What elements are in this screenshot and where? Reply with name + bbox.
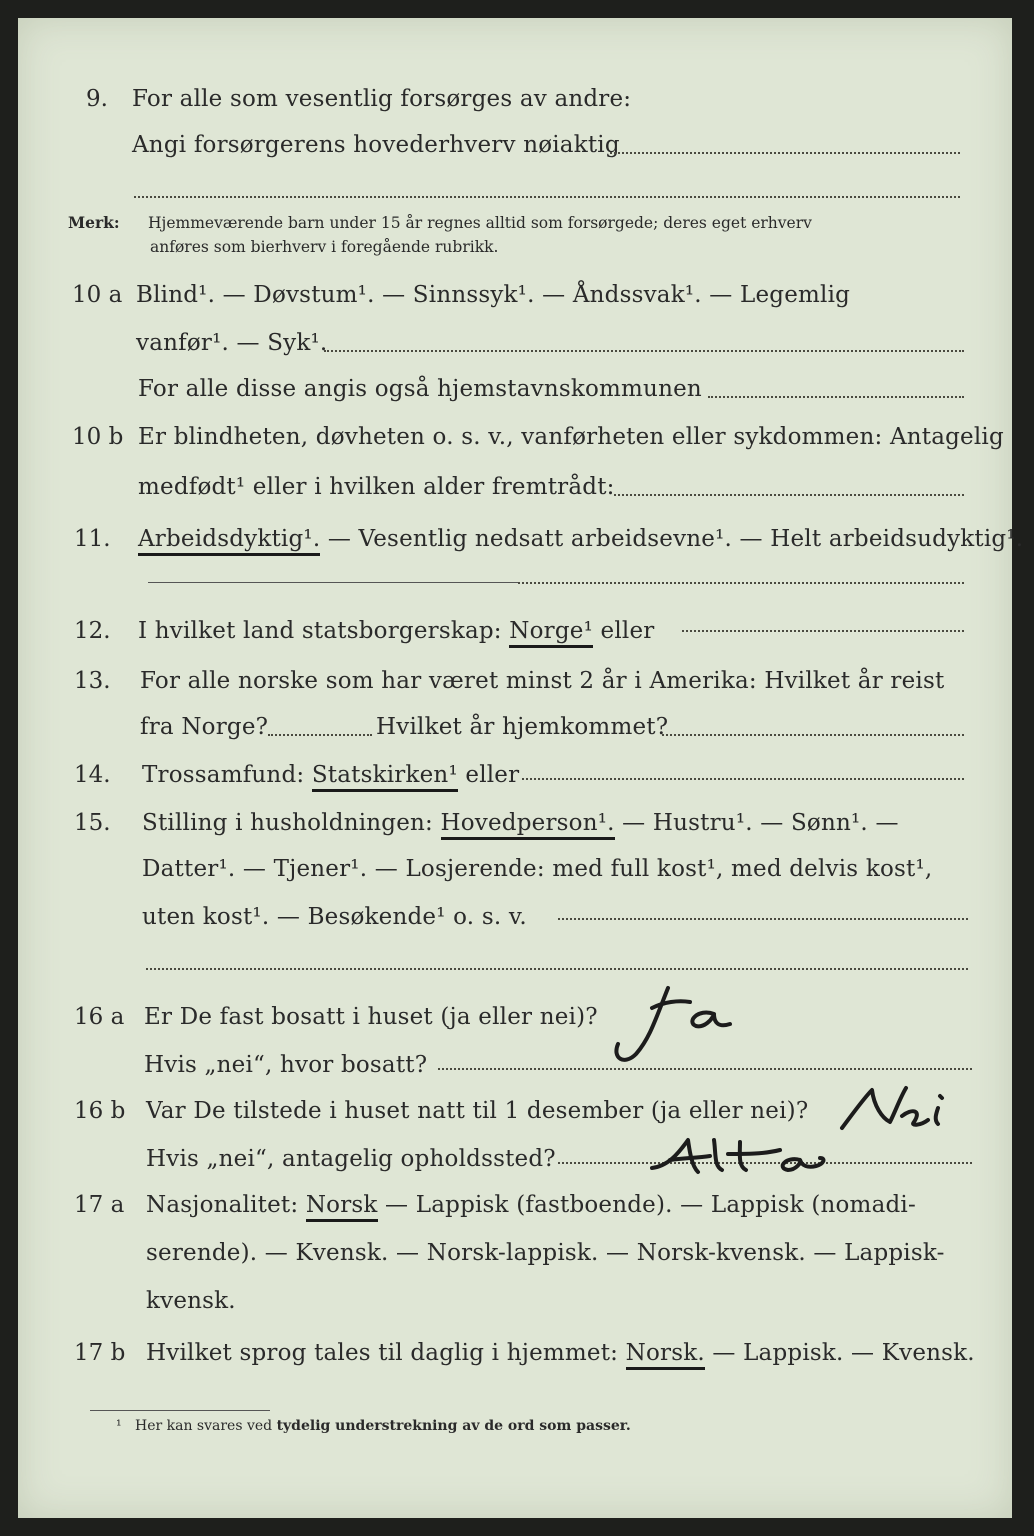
q10b-line2: medfødt¹ eller i hvilken alder fremtrådt: — [138, 474, 615, 500]
selected-option: Statskirken¹ — [312, 762, 458, 792]
selected-option: Norsk. — [626, 1340, 705, 1370]
answer-line — [558, 918, 968, 920]
handwritten-answer-alta — [648, 1132, 868, 1192]
footnote-divider — [90, 1410, 270, 1411]
footnote: ¹ Her kan svares ved tydelig understrekning av de ord som passer. — [116, 1418, 631, 1434]
answer-line — [682, 630, 964, 632]
q15-line2: Datter¹. — Tjener¹. — Losjerende: med full kost¹, med delvis kost¹, — [142, 856, 933, 882]
question-number: 16 b — [74, 1098, 126, 1124]
q16a-line2: Hvis „nei“, hvor bosatt? — [144, 1052, 428, 1078]
selected-option: Arbeidsdyktig¹. — [138, 526, 320, 556]
q17a-line1: Nasjonalitet: Norsk — Lappisk (fastboende). — Lappisk (nomadi- — [146, 1190, 916, 1220]
question-number: 14. — [74, 762, 111, 788]
answer-line — [134, 196, 960, 198]
answer-line — [146, 968, 968, 970]
answer-line — [518, 582, 964, 584]
q13-line2a: fra Norge? — [140, 714, 269, 740]
q10a-line1: Blind¹. — Døvstum¹. — Sinnssyk¹. — Åndssvak¹. — Legemlig — [136, 282, 851, 308]
note-line1: Hjemmeværende barn under 15 år regnes alltid som forsørgede; deres eget erhverv — [148, 214, 812, 232]
answer-line — [708, 396, 964, 398]
question-number: 12. — [74, 618, 111, 644]
q14-line: Trossamfund: Statskirken¹ eller — [142, 760, 519, 790]
question-number: 16 a — [74, 1004, 125, 1030]
q9-line1: For alle som vesentlig forsørges av andre: — [132, 86, 632, 112]
handwritten-answer-ja — [606, 978, 746, 1068]
q11-line: Arbeidsdyktig¹. — Vesentlig nedsatt arbeidsevne¹. — Helt arbeidsudyktig¹. — [138, 524, 1023, 554]
answer-line — [268, 734, 372, 736]
q15-line1: Stilling i husholdningen: Hovedperson¹. — Hustru¹. — Sønn¹. — — [142, 808, 899, 838]
note-label: Merk: — [68, 213, 120, 232]
answer-line — [324, 350, 964, 352]
answer-line — [610, 152, 960, 154]
q17a-line3: kvensk. — [146, 1288, 236, 1314]
answer-line — [522, 778, 964, 780]
q10a-line3: For alle disse angis også hjemstavnskommunen — [138, 376, 702, 402]
selected-option: Norsk — [306, 1192, 378, 1222]
q12-line: I hvilket land statsborgerskap: Norge¹ eller — [138, 616, 654, 646]
q16b-line1: Var De tilstede i huset natt til 1 desember (ja eller nei)? — [146, 1098, 809, 1124]
q17b-line: Hvilket sprog tales til daglig i hjemmet: Norsk. — Lappisk. — Kvensk. — [146, 1338, 975, 1368]
q16a-line1: Er De fast bosatt i huset (ja eller nei)? — [144, 1004, 598, 1030]
q15-line3: uten kost¹. — Besøkende¹ o. s. v. — [142, 904, 527, 930]
selected-option: Norge¹ — [509, 618, 593, 648]
answer-line — [614, 494, 964, 496]
question-number: 17 b — [74, 1340, 126, 1366]
q13-line1: For alle norske som har været minst 2 år i Amerika: Hvilket år reist — [140, 668, 945, 694]
answer-line — [662, 734, 964, 736]
selected-option: Hovedperson¹. — [441, 810, 615, 840]
question-number: 11. — [74, 526, 111, 552]
q17a-line2: serende). — Kvensk. — Norsk-lappisk. — Norsk-kvensk. — Lappisk- — [146, 1240, 945, 1266]
q13-line2b: Hvilket år hjemkommet? — [376, 714, 669, 740]
question-number: 10 b — [72, 424, 124, 450]
q16b-line2: Hvis „nei“, antagelig opholdssted? — [146, 1146, 556, 1172]
question-number: 10 a — [72, 282, 123, 308]
q10a-line2: vanfør¹. — Syk¹. — [136, 330, 328, 356]
q9-line2: Angi forsørgerens hovederhverv nøiaktig — [132, 132, 620, 158]
q10b-line1: Er blindheten, døvheten o. s. v., vanførheten eller sykdommen: Antagelig — [138, 424, 1004, 450]
question-number: 15. — [74, 810, 111, 836]
answer-line — [148, 582, 518, 583]
census-form-page — [18, 18, 1024, 1518]
question-number: 17 a — [74, 1192, 125, 1218]
note-line2: anføres som bierhverv i foregående rubrikk. — [150, 238, 499, 256]
question-number: 13. — [74, 668, 111, 694]
question-number: 9. — [86, 86, 108, 112]
answer-line — [438, 1068, 972, 1070]
